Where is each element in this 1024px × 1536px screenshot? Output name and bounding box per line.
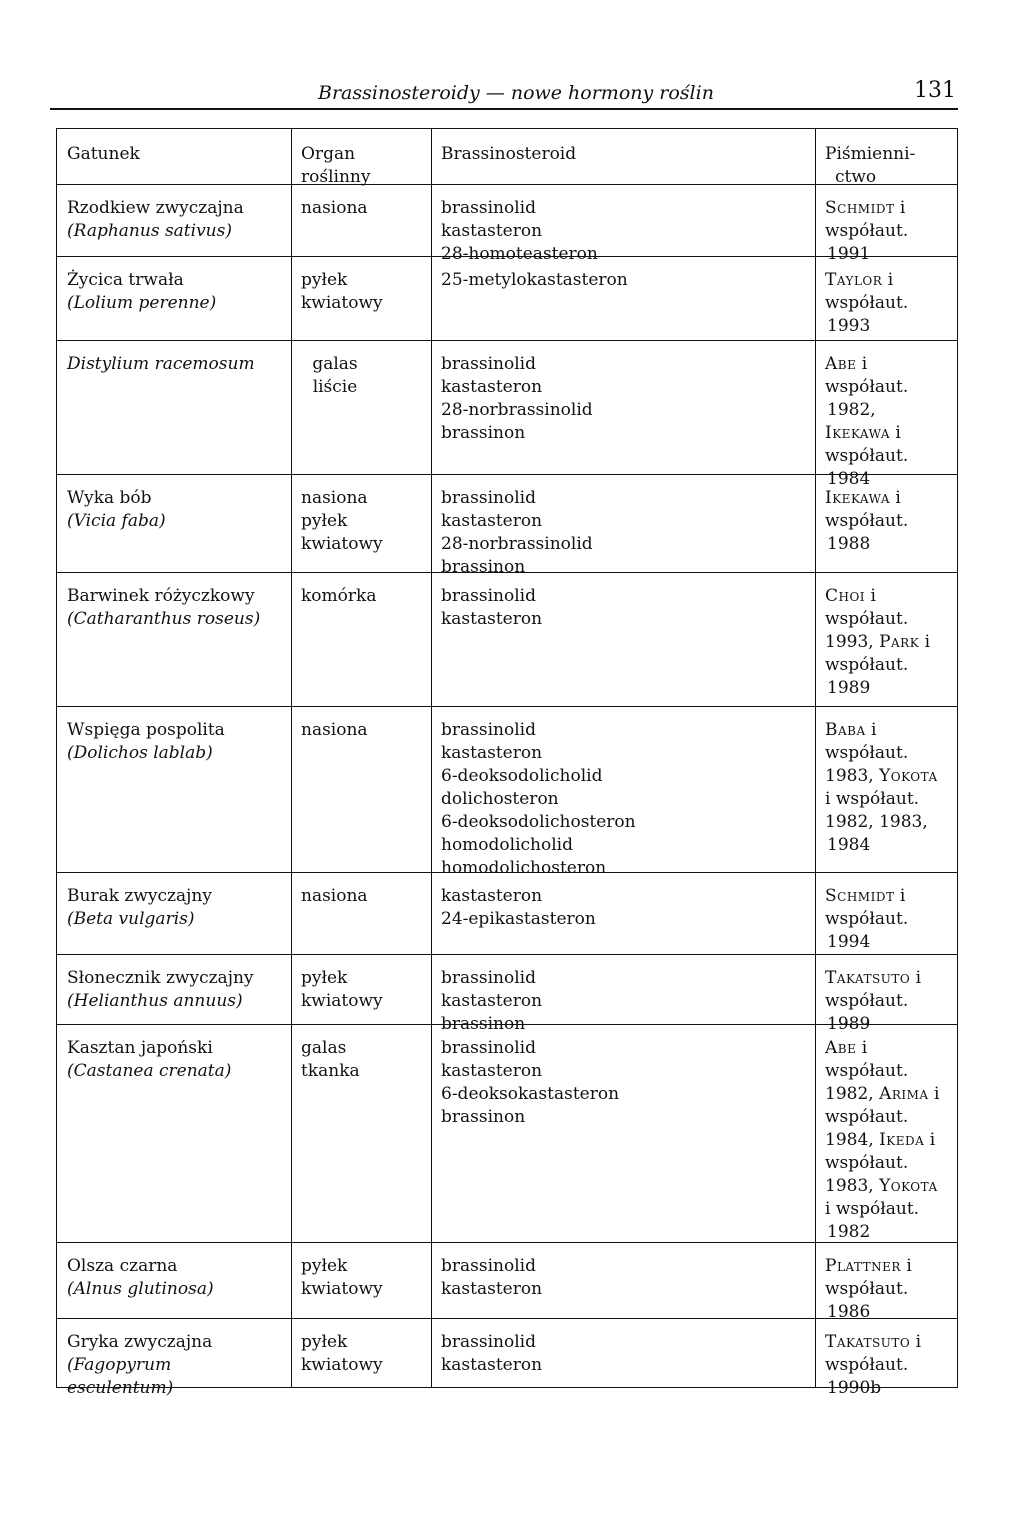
compound-name: brassinolid (441, 586, 536, 606)
citation-line: współaut. (825, 1061, 909, 1081)
citation-line: 1984 (827, 469, 871, 489)
species-latin-name: (Alnus glutinosa) (67, 1279, 214, 1299)
citation-line: i współaut. (825, 1199, 920, 1219)
organ-label: pyłek (301, 968, 348, 988)
compound-name: 25-metylokastasteron (441, 270, 628, 290)
species-latin-name: (Beta vulgaris) (67, 909, 195, 929)
compound-cell (441, 719, 811, 880)
organ-label: pyłek (301, 511, 348, 531)
compound-name: kastasteron (441, 511, 543, 531)
organ-cell (301, 585, 427, 608)
species-cell (67, 719, 287, 765)
citation-line: współaut. (825, 1279, 909, 1299)
species-common-name: Wspięga pospolita (67, 720, 225, 740)
organ-label: kwiatowy (301, 534, 383, 554)
compound-name: 28-norbrassinolid (441, 534, 593, 554)
citation-line: 1984 (827, 835, 871, 855)
species-latin-name: (Fagopyrum (67, 1355, 172, 1375)
species-cell (67, 1255, 287, 1301)
species-latin-name: (Lolium perenne) (67, 293, 217, 313)
compound-name: 28-norbrassinolid (441, 400, 593, 420)
organ-label: nasiona (301, 488, 368, 508)
compound-name: kastasteron (441, 609, 543, 629)
literature-cell (825, 487, 953, 556)
species-cell (67, 487, 287, 533)
compound-name: 6-deoksodolicholid (441, 766, 603, 786)
compound-name: brassinolid (441, 1256, 536, 1276)
citation-line: współaut. (825, 446, 909, 466)
compound-name: brassinon (441, 557, 526, 577)
compound-name: brassinolid (441, 720, 536, 740)
organ-label: liście (312, 377, 358, 397)
compound-name: kastasteron (441, 991, 543, 1011)
compound-cell (441, 269, 811, 292)
compound-name: 24-epikastasteron (441, 909, 596, 929)
species-common-name: Życica trwała (67, 270, 184, 290)
species-cell (67, 197, 287, 243)
citation-line: 1994 (827, 932, 871, 952)
organ-cell (301, 885, 427, 908)
literature-cell (825, 585, 953, 700)
citation-line: współaut. (825, 1153, 909, 1173)
citation-line: Takatsuto i (825, 968, 922, 988)
citation-line: Ikekawa i (825, 423, 901, 443)
species-cell (67, 585, 287, 631)
citation-line: Schmidt i (825, 198, 906, 218)
compound-cell (441, 197, 811, 266)
header-compound: Brassinosteroid (441, 144, 577, 164)
table-row (57, 1243, 957, 1322)
citation-line: współaut. (825, 511, 909, 531)
table-row (57, 1025, 957, 1243)
organ-cell (301, 197, 427, 220)
citation-line: współaut. (825, 909, 909, 929)
species-common-name: Olsza czarna (67, 1256, 178, 1276)
citation-line: 1982 (827, 1222, 871, 1242)
species-latin-name: Distylium racemosum (67, 354, 255, 374)
literature-cell (825, 1331, 953, 1400)
table-row (57, 873, 957, 955)
literature-cell (825, 1037, 953, 1244)
organ-label: nasiona (301, 886, 368, 906)
compound-name: kastasteron (441, 221, 543, 241)
species-cell (67, 269, 287, 315)
compound-name: brassinolid (441, 354, 536, 374)
species-latin-name: (Catharanthus roseus) (67, 609, 261, 629)
citation-line: 1986 (827, 1302, 871, 1322)
citation-line: 1989 (827, 1014, 871, 1034)
compound-cell (441, 585, 811, 631)
species-common-name: Burak zwyczajny (67, 886, 212, 906)
organ-label: galas (301, 1038, 347, 1058)
citation-line: Choi i (825, 586, 876, 606)
compound-name: kastasteron (441, 886, 543, 906)
organ-label: komórka (301, 586, 377, 606)
header-organ: Organ roślinny (301, 144, 371, 187)
organ-cell (301, 1255, 427, 1301)
compound-name: 28-homoteasteron (441, 244, 598, 264)
citation-line: współaut. (825, 1107, 909, 1127)
organ-cell (301, 487, 427, 556)
species-latin-name: esculentum) (67, 1378, 174, 1398)
table-row (57, 1319, 957, 1398)
citation-line: współaut. (825, 1355, 909, 1375)
compound-name: homodolichosteron (441, 858, 607, 878)
species-cell (67, 885, 287, 931)
organ-cell (299, 353, 371, 399)
organ-label: kwiatowy (301, 293, 383, 313)
organ-label: nasiona (301, 720, 368, 740)
species-common-name: Barwinek różyczkowy (67, 586, 255, 606)
compound-name: 6-deoksokastasteron (441, 1084, 620, 1104)
compound-name: brassinolid (441, 488, 536, 508)
running-header (50, 76, 958, 110)
literature-cell (825, 197, 953, 266)
species-common-name: Gryka zwyczajna (67, 1332, 213, 1352)
species-common-name: Słonecznik zwyczajny (67, 968, 254, 988)
species-latin-name: (Castanea crenata) (67, 1061, 232, 1081)
organ-cell (301, 269, 427, 315)
compound-name: kastasteron (441, 377, 543, 397)
citation-line: Taylor i (825, 270, 894, 290)
compound-name: brassinolid (441, 198, 536, 218)
citation-line: 1982, Arima i (825, 1084, 940, 1104)
compound-cell (441, 885, 811, 931)
citation-line: Baba i (825, 720, 877, 740)
citation-line: Ikekawa i (825, 488, 901, 508)
brassinosteroid-table (56, 128, 958, 1398)
citation-line: współaut. (825, 991, 909, 1011)
organ-label: kwiatowy (301, 991, 383, 1011)
header-literature: Piśmienni- ctwo (825, 144, 916, 187)
table-header (57, 129, 957, 185)
citation-line: 1990b (827, 1378, 882, 1398)
citation-line: 1989 (827, 678, 871, 698)
table-row (57, 185, 957, 264)
compound-cell (441, 353, 811, 445)
organ-label: pyłek (301, 270, 348, 290)
compound-name: kastasteron (441, 1279, 543, 1299)
organ-cell (301, 1037, 427, 1083)
organ-label: pyłek (301, 1332, 348, 1352)
species-cell (67, 1331, 287, 1400)
literature-cell (825, 1255, 953, 1324)
compound-cell (441, 1255, 811, 1301)
species-latin-name: (Raphanus sativus) (67, 221, 232, 241)
citation-line: 1982, (827, 400, 876, 420)
species-common-name: Rzodkiew zwyczajna (67, 198, 244, 218)
compound-name: kastasteron (441, 1061, 543, 1081)
compound-name: kastasteron (441, 1355, 543, 1375)
compound-name: kastasteron (441, 743, 543, 763)
citation-line: Abe i (825, 1038, 868, 1058)
literature-cell (825, 353, 953, 491)
table-row (57, 955, 957, 1034)
citation-line: 1988 (827, 534, 871, 554)
compound-name: brassinolid (441, 1332, 536, 1352)
species-common-name: Wyka bób (67, 488, 152, 508)
table-row (57, 341, 957, 489)
compound-cell (441, 487, 811, 579)
table-row (57, 257, 957, 341)
citation-line: Schmidt i (825, 886, 906, 906)
citation-line: 1983, Yokota (825, 1176, 938, 1196)
literature-cell (825, 885, 953, 954)
organ-cell (301, 1331, 427, 1377)
compound-name: dolichosteron (441, 789, 559, 809)
organ-label: kwiatowy (301, 1279, 383, 1299)
citation-line: Takatsuto i (825, 1332, 922, 1352)
citation-line: 1984, Ikeda i (825, 1130, 936, 1150)
organ-label: tkanka (301, 1061, 360, 1081)
organ-label: nasiona (301, 198, 368, 218)
citation-line: współaut. (825, 609, 909, 629)
organ-label: pyłek (301, 1256, 348, 1276)
citation-line: współaut. (825, 377, 909, 397)
species-latin-name: (Dolichos lablab) (67, 743, 213, 763)
species-common-name: Kasztan japoński (67, 1038, 213, 1058)
species-cell (67, 353, 287, 376)
compound-cell (441, 1331, 811, 1377)
citation-line: współaut. (825, 655, 909, 675)
compound-name: brassinon (441, 1014, 526, 1034)
table-row (57, 475, 957, 577)
citation-line: 1983, Yokota (825, 766, 938, 786)
literature-cell (825, 269, 953, 338)
organ-label: kwiatowy (301, 1355, 383, 1375)
header-species: Gatunek (67, 144, 140, 164)
page-number: 131 (914, 78, 956, 103)
citation-line: 1993 (827, 316, 871, 336)
compound-name: brassinolid (441, 1038, 536, 1058)
citation-line: współaut. (825, 743, 909, 763)
citation-line: 1982, 1983, (825, 812, 928, 832)
table-row (57, 573, 957, 707)
table-row (57, 707, 957, 878)
citation-line: współaut. (825, 293, 909, 313)
compound-name: 6-deoksodolichosteron (441, 812, 636, 832)
species-cell (67, 967, 287, 1013)
citation-line: współaut. (825, 221, 909, 241)
species-latin-name: (Helianthus annuus) (67, 991, 243, 1011)
compound-cell (441, 1037, 811, 1129)
species-latin-name: (Vicia faba) (67, 511, 166, 531)
organ-cell (301, 967, 427, 1013)
compound-name: homodolicholid (441, 835, 573, 855)
organ-label: galas (312, 354, 358, 374)
compound-name: brassinon (441, 1107, 526, 1127)
citation-line: 1991 (827, 244, 871, 264)
organ-cell (301, 719, 427, 742)
header-title: Brassinosteroidy — nowe hormony roślin (318, 82, 714, 104)
compound-name: brassinolid (441, 968, 536, 988)
citation-line: Plattner i (825, 1256, 912, 1276)
citation-line: Abe i (825, 354, 868, 374)
citation-line: i współaut. (825, 789, 920, 809)
species-cell (67, 1037, 287, 1083)
literature-cell (825, 719, 953, 857)
compound-name: brassinon (441, 423, 526, 443)
citation-line: 1993, Park i (825, 632, 931, 652)
